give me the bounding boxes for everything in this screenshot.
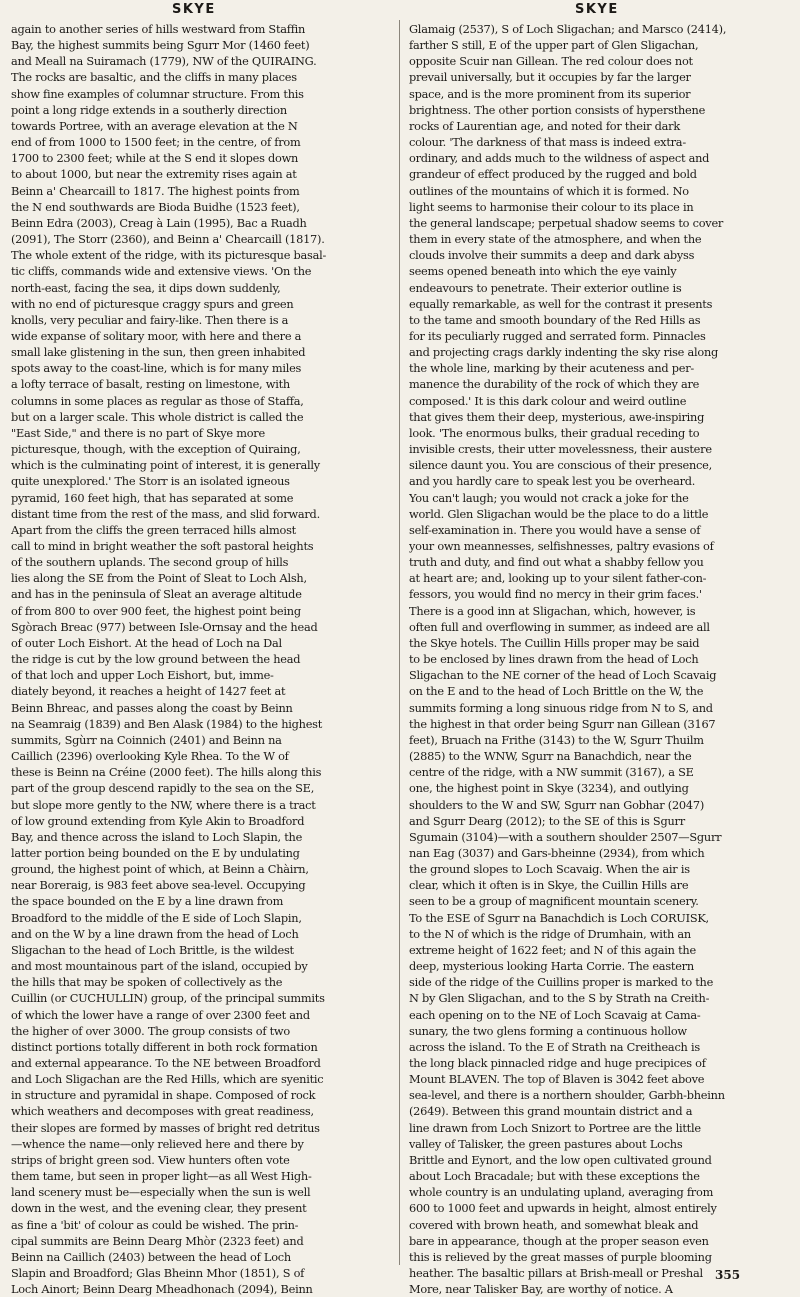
text-line: endeavours to penetrate. Their exterior outline is bbox=[409, 280, 682, 295]
text-line: often full and overflowing in summer, as indeed are all bbox=[409, 619, 710, 634]
text-line: farther S still, E of the upper part of Glen Sligachan, bbox=[409, 38, 699, 53]
text-line: the highest in that order being Sgurr nan Gillean (3167 bbox=[409, 716, 716, 731]
text-line: Sligachan to the head of Loch Brittle, is the wildest bbox=[11, 942, 294, 957]
text-line: wide expanse of solitary moor, with here and there a bbox=[11, 328, 302, 343]
text-line: of outer Loch Eishort. At the head of Loch na Dal bbox=[11, 635, 282, 650]
text-line: as fine a 'bit' of colour as could be wished. The prin- bbox=[11, 1217, 299, 1232]
text-line: for its peculiarly rugged and serrated form. Pinnacles bbox=[409, 328, 706, 343]
text-line: these is Beinn na Créine (2000 feet). The hills along this bbox=[11, 765, 322, 780]
text-line: Sgòrach Breac (977) between Isle-Ornsay and the head bbox=[11, 619, 318, 634]
text-line: Cuillin (or CUCHULLIN) group, of the principal summits bbox=[11, 991, 325, 1006]
running-head-left: SKYE bbox=[172, 2, 216, 17]
text-line: distant time from the rest of the mass, and slid forward. bbox=[11, 506, 320, 521]
text-line: There is a good inn at Sligachan, which, however, is bbox=[409, 603, 696, 618]
text-line: which is the culminating point of interest, it is generally bbox=[11, 458, 320, 473]
text-line: the long black pinnacled ridge and huge precipices of bbox=[409, 1056, 706, 1070]
text-line: one, the highest point in Skye (3234), and outlying bbox=[409, 781, 689, 796]
text-line: quite unexplored.' The Storr is an isolated igneous bbox=[11, 474, 290, 489]
text-line: truth and duty, and find out what a shabby fellow you bbox=[409, 555, 704, 570]
text-line: and you hardly care to speak lest you be overheard. bbox=[409, 474, 696, 489]
text-line: covered with brown heath, and somewhat bleak and bbox=[409, 1217, 699, 1232]
text-line: land scenery must be—especially when the sun is well bbox=[11, 1185, 311, 1200]
text-line: towards Portree, with an average elevation at the N bbox=[11, 118, 298, 133]
text-line: invisible crests, their utter movelessness, their austere bbox=[409, 442, 712, 457]
text-line: which weathers and decomposes with great readiness, bbox=[11, 1104, 314, 1119]
text-line: fessors, you would find no mercy in their grim faces.' bbox=[409, 587, 702, 602]
text-line: diately beyond, it reaches a height of 1427 feet at bbox=[11, 684, 286, 699]
text-line: summits forming a long sinuous ridge from N to S, and bbox=[409, 700, 713, 715]
text-line: composed.' It is this dark colour and weird outline bbox=[409, 393, 687, 408]
text-line: outlines of the mountains of which it is formed. No bbox=[409, 183, 689, 198]
text-line: and Loch Sligachan are the Red Hills, which are syenitic bbox=[11, 1072, 324, 1087]
text-line: cipal summits are Beinn Dearg Mhòr (2323 feet) and bbox=[11, 1233, 304, 1248]
text-line: (2649). Between this grand mountain district and a bbox=[409, 1104, 693, 1119]
text-line: The rocks are basaltic, and the cliffs in many places bbox=[11, 70, 297, 85]
text-line: light seems to harmonise their colour to its place in bbox=[409, 199, 694, 214]
text-line: and external appearance. To the NE between Broadford bbox=[11, 1056, 321, 1070]
text-line: deep, mysterious looking Harta Corrie. The eastern bbox=[409, 959, 694, 974]
text-line: point a long ridge extends in a southerly direction bbox=[11, 102, 287, 117]
text-line: extreme height of 1622 feet; and N of this again the bbox=[409, 942, 696, 957]
text-line: centre of the ridge, with a NW summit (3167), a SE bbox=[409, 765, 694, 780]
text-line: their slopes are formed by masses of bright red detritus bbox=[11, 1120, 320, 1135]
text-line: about Loch Bracadale; but with these exceptions the bbox=[409, 1169, 700, 1184]
text-line: —whence the name—only relieved here and there by bbox=[11, 1136, 304, 1151]
text-line: across the island. To the E of Strath na Creitheach is bbox=[409, 1039, 700, 1054]
text-line: Bay, the highest summits being Sgurr Mor (1460 feet) bbox=[11, 38, 310, 53]
text-line: clear, which it often is in Skye, the Cuillin Hills are bbox=[409, 878, 689, 893]
right-column bbox=[409, 21, 790, 1297]
text-line: brightness. The other portion consists of hypersthene bbox=[409, 102, 706, 117]
page-number: 355 bbox=[715, 1268, 741, 1282]
text-line: the whole line, marking by their acuteness and per- bbox=[409, 361, 694, 376]
text-line: look. 'The enormous bulks, their gradual receding to bbox=[409, 425, 700, 440]
text-line: opposite Scuir nan Gillean. The red colour does not bbox=[409, 54, 693, 69]
text-line: of that loch and upper Loch Eishort, but, imme- bbox=[11, 668, 274, 683]
text-line: call to mind in bright weather the soft pastoral heights bbox=[11, 539, 314, 553]
text-line: Caillich (2396) overlooking Kyle Rhea. To the W of bbox=[11, 749, 289, 764]
text-line: the general landscape; perpetual shadow seems to cover bbox=[409, 215, 724, 230]
text-line: knolls, very peculiar and fairy-like. Then there is a bbox=[11, 312, 289, 327]
text-line: the higher of over 3000. The group consists of two bbox=[11, 1023, 290, 1038]
text-line: small lake glistening in the sun, then green inhabited bbox=[11, 345, 306, 360]
text-line: down in the west, and the evening clear, they present bbox=[11, 1201, 307, 1216]
text-line: of low ground extending from Kyle Akin to Broadford bbox=[11, 813, 305, 828]
text-line: at heart are; and, looking up to your silent father-con- bbox=[409, 571, 707, 586]
text-line: ground, the highest point of which, at Beinn a Chàirn, bbox=[11, 862, 309, 877]
text-line: to the tame and smooth boundary of the Red Hills as bbox=[409, 312, 701, 327]
text-line: Brittle and Eynort, and the low open cultivated ground bbox=[409, 1152, 712, 1167]
text-line: of the southern uplands. The second group of hills bbox=[11, 555, 289, 570]
text-line: and Meall na Suiramach (1779), NW of the QUIRAING. bbox=[11, 54, 317, 69]
text-line: the hills that may be spoken of collectively as the bbox=[11, 975, 283, 990]
text-line: na Seamraig (1839) and Ben Alask (1984) to the highest bbox=[11, 716, 323, 731]
text-line: and Sgurr Dearg (2012); to the SE of this is Sgurr bbox=[409, 813, 685, 828]
text-line: spots away to the coast-line, which is for many miles bbox=[11, 361, 302, 376]
text-line: Bay, and thence across the island to Loch Slapin, the bbox=[11, 829, 303, 844]
text-line: strips of bright green sod. View hunters often vote bbox=[11, 1152, 290, 1167]
text-line: feet), Bruach na Frithe (3143) to the W, Sgurr Thuilm bbox=[409, 732, 704, 747]
text-line: picturesque, though, with the exception of Quiraing, bbox=[11, 442, 301, 457]
text-line: to the N of which is the ridge of Drumhain, with an bbox=[409, 926, 691, 941]
text-line: but on a larger scale. This whole district is called the bbox=[11, 409, 304, 424]
text-line: of from 800 to over 900 feet, the highest point being bbox=[11, 603, 301, 618]
text-line: sea-level, and there is a northern shoulder, Garbh-bheinn bbox=[409, 1088, 725, 1103]
left-column bbox=[11, 21, 391, 1297]
text-line: manence the durability of the rock of which they are bbox=[409, 377, 700, 392]
text-line: "East Side," and there is no part of Skye more bbox=[11, 425, 265, 440]
text-line: with no end of picturesque craggy spurs and green bbox=[11, 296, 294, 311]
text-line: seen to be a group of magnificent mountain scenery. bbox=[409, 894, 699, 909]
text-line: Loch Ainort; Beinn Dearg Mheadhonach (2094), Beinn bbox=[11, 1282, 313, 1297]
text-line: self-examination in. There you would have a sense of bbox=[409, 522, 701, 537]
text-line: part of the group descend rapidly to the sea on the SE, bbox=[11, 781, 315, 796]
text-line: (2091), The Storr (2360), and Beinn a' Chearcaill (1817). bbox=[11, 232, 325, 247]
text-line: rocks of Laurentian age, and noted for their dark bbox=[409, 118, 680, 133]
text-line: line drawn from Loch Snizort to Portree are the little bbox=[409, 1120, 701, 1135]
text-line: lies along the SE from the Point of Sleat to Loch Alsh, bbox=[11, 571, 307, 586]
text-line: To the ESE of Sgurr na Banachdich is Loch CORUISK, bbox=[409, 910, 709, 925]
text-line: them tame, but seen in proper light—as all West High- bbox=[11, 1169, 312, 1184]
text-line: (2885) to the WNW, Sgurr na Banachdich, near the bbox=[409, 749, 692, 764]
text-line: silence daunt you. You are conscious of their presence, bbox=[409, 458, 712, 473]
text-line: of which the lower have a range of over 2300 feet and bbox=[11, 1007, 310, 1022]
text-line: to about 1000, but near the extremity rises again at bbox=[11, 167, 297, 182]
text-line: 1700 to 2300 feet; while at the S end it slopes down bbox=[11, 151, 299, 166]
text-line: the Skye hotels. The Cuillin Hills proper may be said bbox=[409, 635, 700, 650]
text-line: tic cliffs, commands wide and extensive views. 'On the bbox=[11, 264, 312, 279]
text-line: heather. The basaltic pillars at Brish-meall or Preshal bbox=[409, 1266, 703, 1281]
text-line: Beinn Bhreac, and passes along the coast by Beinn bbox=[11, 700, 293, 715]
text-line: on the E and to the head of Loch Brittle on the W, the bbox=[409, 684, 704, 699]
text-line: columns in some places as regular as those of Staffa, bbox=[11, 393, 304, 408]
text-line: bare in appearance, though at the proper season even bbox=[409, 1233, 709, 1248]
text-line: prevail universally, but it occupies by far the larger bbox=[409, 70, 691, 85]
text-line: in structure and pyramidal in shape. Composed of rock bbox=[11, 1088, 316, 1103]
text-line: seems opened beneath into which the eye vainly bbox=[409, 264, 677, 279]
text-line: Apart from the cliffs the green terraced hills almost bbox=[11, 522, 296, 537]
text-line: Beinn na Caillich (2403) between the head of Loch bbox=[11, 1249, 291, 1264]
text-line: summits, Sgùrr na Coinnich (2401) and Beinn na bbox=[11, 732, 282, 747]
text-line: that gives them their deep, mysterious, awe-inspiring bbox=[409, 409, 705, 424]
text-line: a lofty terrace of basalt, resting on limestone, with bbox=[11, 377, 290, 392]
text-line: distinct portions totally different in both rock formation bbox=[11, 1039, 318, 1054]
text-line: 600 to 1000 feet and upwards in height, almost entirely bbox=[409, 1201, 717, 1216]
running-head-right: SKYE bbox=[575, 2, 619, 17]
text-line: Broadford to the middle of the E side of Loch Slapin, bbox=[11, 910, 302, 925]
column-divider bbox=[399, 20, 400, 1265]
text-line: to be enclosed by lines drawn from the head of Loch bbox=[409, 652, 699, 667]
text-line: whole country is an undulating upland, averaging from bbox=[409, 1185, 714, 1200]
text-line: show fine examples of columnar structure. From this bbox=[11, 86, 304, 101]
text-line: and projecting crags darkly indenting the sky rise along bbox=[409, 345, 719, 360]
text-line: side of the ridge of the Cuillins proper is marked to the bbox=[409, 975, 714, 990]
text-line: Mount BLAVEN. The top of Blaven is 3042 feet above bbox=[409, 1072, 705, 1087]
text-line: space, and is the more prominent from its superior bbox=[409, 86, 691, 101]
text-line: nan Eag (3037) and Gars-bheinne (2934), from which bbox=[409, 845, 705, 860]
text-line: world. Glen Sligachan would be the place to do a little bbox=[409, 506, 709, 521]
text-line: this is relieved by the great masses of purple blooming bbox=[409, 1249, 712, 1264]
text-line: latter portion being bounded on the E by undulating bbox=[11, 845, 300, 860]
text-line: equally remarkable, as well for the contrast it presents bbox=[409, 296, 713, 311]
text-line: the ground slopes to Loch Scavaig. When the air is bbox=[409, 862, 690, 877]
text-line: More, near Talisker Bay, are worthy of notice. A bbox=[409, 1282, 673, 1297]
text-line: Sgumain (3104)—with a southern shoulder 2507—Sgurr bbox=[409, 829, 722, 844]
text-line: sunary, the two glens forming a continuous hollow bbox=[409, 1023, 687, 1038]
text-line: and most mountainous part of the island, occupied by bbox=[11, 959, 308, 974]
text-line: ordinary, and adds much to the wildness of aspect and bbox=[409, 151, 710, 166]
text-line: shoulders to the W and SW, Sgurr nan Gobhar (2047) bbox=[409, 797, 704, 812]
text-line: Beinn a' Chearcaill to 1817. The highest points from bbox=[11, 183, 300, 198]
text-line: north-east, facing the sea, it dips down suddenly, bbox=[11, 280, 281, 295]
text-line: valley of Talisker, the green pastures about Lochs bbox=[409, 1136, 683, 1151]
text-line: Sligachan to the NE corner of the head of Loch Scavaig bbox=[409, 668, 717, 683]
text-line: again to another series of hills westward from Staffin bbox=[11, 22, 306, 36]
text-line: the space bounded on the E by a line drawn from bbox=[11, 894, 284, 909]
text-line: and has in the peninsula of Sleat an average altitude bbox=[11, 587, 302, 602]
text-line: end of from 1000 to 1500 feet; in the centre, of from bbox=[11, 135, 301, 150]
text-line: the N end southwards are Bioda Buidhe (1523 feet), bbox=[11, 199, 300, 214]
text-line: Beinn Edra (2003), Creag à Lain (1995), Bac a Ruadh bbox=[11, 215, 307, 230]
text-line: your own meannesses, selfishnesses, paltry evasions of bbox=[409, 539, 714, 553]
text-line: You can't laugh; you would not crack a joke for the bbox=[409, 490, 689, 505]
text-line: but slope more gently to the NW, where there is a tract bbox=[11, 797, 316, 812]
text-line: colour. 'The darkness of that mass is indeed extra- bbox=[409, 135, 686, 150]
text-line: clouds involve their summits a deep and dark abyss bbox=[409, 248, 695, 263]
text-line: near Boreraig, is 983 feet above sea-level. Occupying bbox=[11, 878, 306, 893]
text-line: Slapin and Broadford; Glas Bheinn Mhor (1851), S of bbox=[11, 1266, 305, 1281]
text-line: Glamaig (2537), S of Loch Sligachan; and Marsco (2414), bbox=[409, 22, 727, 36]
text-line: the ridge is cut by the low ground between the head bbox=[11, 652, 301, 667]
text-line: N by Glen Sligachan, and to the S by Strath na Creith- bbox=[409, 991, 710, 1006]
text-line: grandeur of effect produced by the rugged and bold bbox=[409, 167, 697, 182]
text-line: pyramid, 160 feet high, that has separated at some bbox=[11, 490, 294, 505]
text-line: each opening on to the NE of Loch Scavaig at Cama- bbox=[409, 1007, 701, 1022]
text-line: The whole extent of the ridge, with its picturesque basal- bbox=[11, 248, 327, 263]
text-line: and on the W by a line drawn from the head of Loch bbox=[11, 926, 299, 941]
text-line: them in every state of the atmosphere, and when the bbox=[409, 232, 702, 247]
